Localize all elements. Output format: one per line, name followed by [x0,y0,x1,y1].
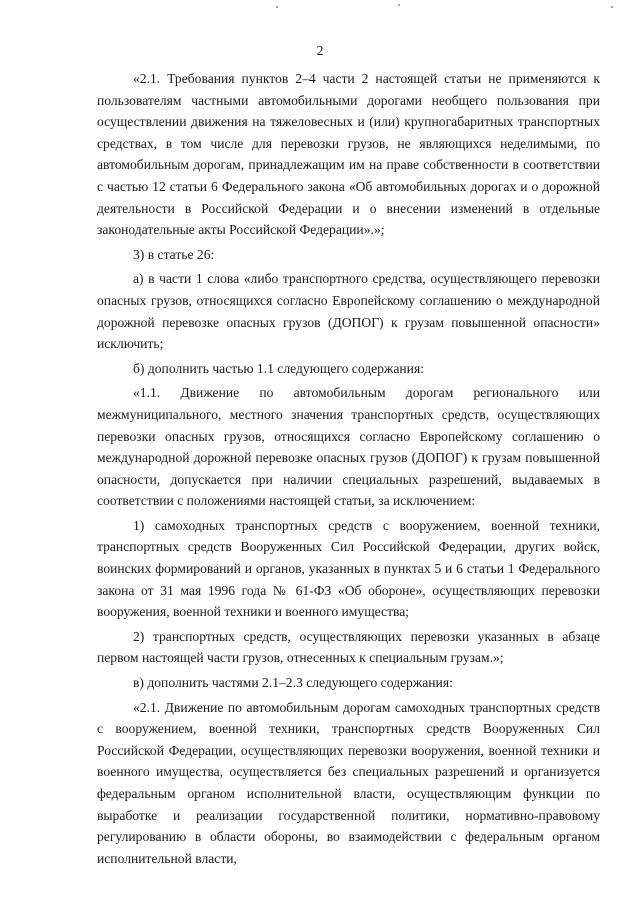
paragraph-article-2-1-new: «2.1. Движение по автомобильным дорогам самоходных транспортных средств с вооружением, военной техники, транспортных средств Вооруженных Сил Российской Федерации, осуществляющих перевозки вооружения, военной техники и военного имущества, осуществляется без специальных разрешений и организуется федеральным органом исполнительной власти, осуществляющим функции по выработке и реализации государственной политики, нормативно-правовому регулированию в области обороны, во взаимодействии с федеральным органом исполнительной власти, [97,699,600,866]
paragraph-item-3: 3) в статье 26: [133,246,215,262]
paragraph-item-b: б) дополнить частью 1.1 следующего содержания: [133,360,424,376]
paragraph-item-a: а) в части 1 слова «либо транспортного средства, осуществляющего перевозки опасных грузов, относящихся согласно Европейскому соглашению о международной дорожной перевозке опасных грузов (ДОПОГ) к грузам повышенной опасности» исключить; [97,271,600,352]
scan-speck [611,6,613,8]
scan-speck [276,6,278,8]
paragraph-item-v: в) дополнить частями 2.1–2.3 следующего содержания: [133,675,453,691]
paragraph-subitem-2: 2) транспортных средств, осуществляющих перевозки указанных в абзаце первом настоящей части грузов, отнесенных к специальным грузам.»; [97,628,600,666]
paragraph-subitem-1: 1) самоходных транспортных средств с вооружением, военной техники, транспортных средств Вооруженных Сил Российской Федерации, других войск, воинских формирований и органов, указанных в пунктах 5 и 6 статьи 1 Федерального закона от 31 мая 1996 года № 61-ФЗ «Об обороне», осуществляющих перевозки вооружения, военной техники и военного имущества; [97,517,600,620]
scan-speck [398,4,400,6]
paragraph-article-2-1: «2.1. Требования пунктов 2–4 части 2 настоящей статьи не применяются к пользователям частными автомобильными дорогами необщего пользования при осуществлении движения на тяжеловесных и (или) крупногабаритных транспортных средствах, в том числе для перевозки грузов, не являющихся неделимыми, по автомобильным дорогам, принадлежащим им на праве собственности в соответствии с частью 12 статьи 6 Федерального закона «Об автомобильных дорогах и о дорожной деятельности в Российской Федерации и о внесении изменений в отдельные законодательные акты Российской Федерации».»; [97,71,600,238]
document-body [97,68,600,869]
page-number: 2 [316,44,324,59]
paragraph-article-1-1: «1.1. Движение по автомобильным дорогам регионального или межмуниципального, местного значения транспортных средств, осуществляющих перевозки опасных грузов, относящихся согласно Европейскому соглашению о международной дорожной перевозке опасных грузов (ДОПОГ) к грузам повышенной опасности, допускается при наличии специальных разрешений, выдаваемых в соответствии с положениями настоящей статьи, за исключением: [97,385,600,509]
